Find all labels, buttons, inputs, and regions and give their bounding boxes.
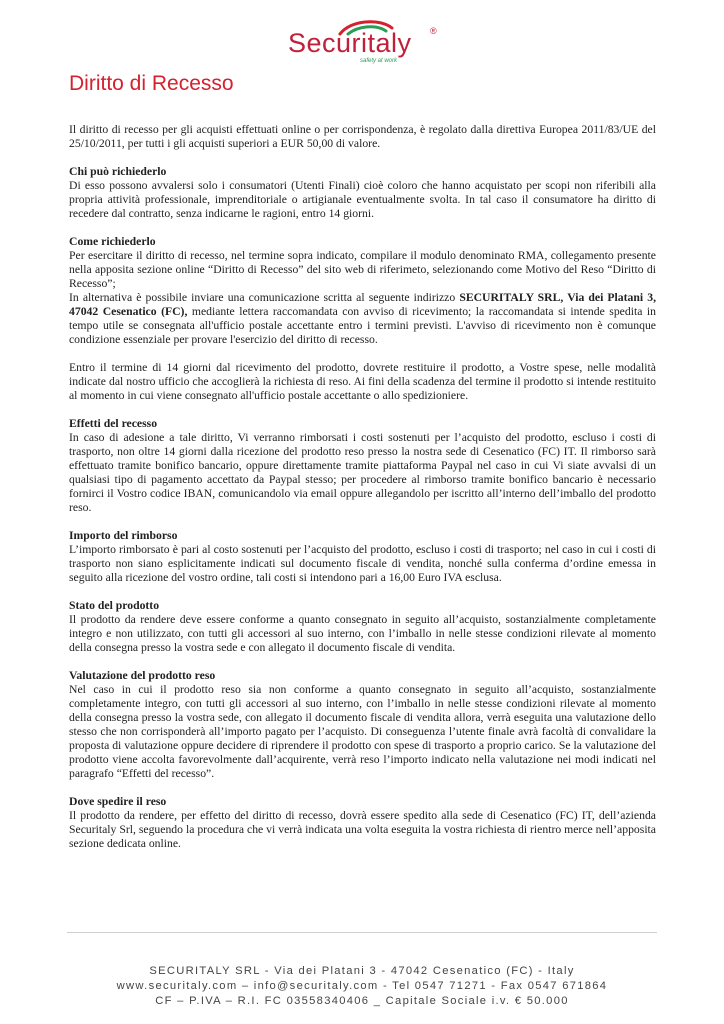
section-text-come-2 <box>69 291 656 347</box>
registered-letter-text: mediante lettera raccomandata con avviso di ricevimento; la raccomandata si intende spedita in tempo utile se consegnata all'ufficio postale accettante entro i termini previsti. L'avviso di ricevimento non è comunque condizione essenziale per provare l'esercizio del diritto di recesso. <box>69 305 656 346</box>
section-text-valutazione: Nel caso in cui il prodotto reso sia non conforme a quanto consegnato in seguito all’acquisto, sostanzialmente completamente integro, con tutti gli accessori al suo interno, con l’imballo in nelle stesse condizioni rilevate al momento della consegna presso la vostra sede, con allegato il documento fiscale di vendita allora, verrà eseguita una valutazione dello stesso che non corrisponderà all’importo pagato per l’acquisto. Di conseguenza l’utente finale avrà facoltà di convalidare la proposta di valutazione oppure decidere di riprendere il prodotto con spese di trasporto a proprio carico. Se la valutazione del prodotto viene accolta favorevolmente dall’acquirente, verrà reso l’importo indicato nella valutazione nei modi indicati nel paragrafo “Effetti del recesso”. <box>69 683 656 780</box>
address-intro-text: In alternativa è possibile inviare una comunicazione scritta al seguente indirizzo <box>69 291 460 304</box>
section-text-dove: Il prodotto da rendere, per effetto del diritto di recesso, dovrà essere spedito alla sede di Cesenatico (FC) IT, dell’azienda Securitaly Srl, seguendo la procedura che vi verrà indicata una volta eseguita la vostra richiesta di rientro merce nell’apposita sezione dedicata online. <box>69 809 656 850</box>
section-heading-stato: Stato del prodotto <box>69 599 160 612</box>
section-heading-importo: Importo del rimborso <box>69 529 178 542</box>
section-text-stato: Il prodotto da rendere deve essere conforme a quanto consegnato in seguito all’acquisto, sostanzialmente completamente integro e non utilizzato, con tutti gli accessori al suo interno, con l’imballo in nelle stesse condizioni rilevate al momento della consegna presso la vostra sede e con allegato il documento fiscale di vendita. <box>69 613 656 654</box>
section-text-importo: L’importo rimborsato è pari al costo sostenuti per l’acquisto del prodotto, escluso i costi di trasporto; nel caso in cui i costi di trasporto non siano esplicitamente indicati sul documento fiscale di vendita, nonché sulla conferma d’ordine emessa in seguito alla ricezione del vostro ordine, tali costi si intendono pari a 16,00 Euro IVA esclusa. <box>69 543 656 584</box>
logo-wordmark: Securitaly <box>288 28 412 58</box>
footer <box>62 964 662 1009</box>
section-heading-effetti: Effetti del recesso <box>69 417 158 430</box>
registered-mark: ® <box>430 26 437 36</box>
page-title: Diritto di Recesso <box>69 72 234 95</box>
section-heading-come: Come richiederlo <box>69 235 156 248</box>
section-text-come-1: Per esercitare il diritto di recesso, nel termine sopra indicato, compilare il modulo denominato RMA, collegamento presente nella apposita sezione online “Diritto di Recesso” del sito web di riferimeto, selezionando come Motivo del Reso “Diritto di Recesso”; <box>69 249 656 290</box>
logo-tagline: safety at work <box>360 58 398 64</box>
footer-address: SECURITALY SRL - Via dei Platani 3 - 47042 Cesenatico (FC) - Italy <box>149 965 575 977</box>
document-body <box>69 123 656 851</box>
section-heading-chi: Chi può richiederlo <box>69 165 167 178</box>
section-heading-valutazione: Valutazione del prodotto reso <box>69 669 216 682</box>
securitaly-logo <box>288 14 448 70</box>
section-heading-dove: Dove spedire il reso <box>69 795 167 808</box>
footer-fiscal-info: CF – P.IVA – R.I. FC 03558340406 _ Capitale Sociale i.v. € 50.000 <box>155 995 569 1007</box>
section-text-chi: Di esso possono avvalersi solo i consumatori (Utenti Finali) cioè coloro che hanno acquistato per scopi non riferibili alla propria attività professionale, imprenditoriale o artigianale eventualmente svolta. In tal caso il consumatore ha diritto di recedere dal contratto, senza indicarne le ragioni, entro 14 giorni. <box>69 179 656 220</box>
section-text-come-3: Entro il termine di 14 giorni dal ricevimento del prodotto, dovrete restituire il prodotto, a Vostre spese, nelle modalità indicate dal nostro ufficio che accoglierà la richiesta di reso. Ai fini della scadenza del termine il prodotto si intende restituito al momento in cui viene consegnato all'ufficio postale accettante o allo spedizioniere. <box>69 361 656 402</box>
footer-divider <box>67 932 657 933</box>
section-text-effetti: In caso di adesione a tale diritto, Vi verranno rimborsati i costi sostenuti per l’acquisto del prodotto, escluso i costi di trasporto, non oltre 14 giorni dalla ricezione del prodotto reso presso la nostra sede di Cesenatico (FC) IT. Il rimborso sarà effettuato tramite bonifico bancario, oppure direttamente tramite piattaforma Paypal nel caso in cui Vi siate avvalsi di un qualsiasi tipo di pagamento accettato da Paypal stesso; per procedere al rimborso tramite bonifico bancario è necessario fornirci il Vostro codice IBAN, comunicandolo via email oppure allegandolo per iscritto all’interno dell’imballo del prodotto reso. <box>69 431 656 514</box>
company-address: SECURITALY SRL, Via dei Platani 3, 47042 Cesenatico (FC), <box>69 291 656 318</box>
intro-paragraph: Il diritto di recesso per gli acquisti effettuati online o per corrispondenza, è regolato dalla direttiva Europea 2011/83/UE del 25/10/2011, per tutti i gli acquisti superiori a EUR 50,00 di valore. <box>69 123 656 150</box>
footer-contacts: www.securitaly.com – info@securitaly.com - Tel 0547 71271 - Fax 0547 671864 <box>116 980 608 992</box>
